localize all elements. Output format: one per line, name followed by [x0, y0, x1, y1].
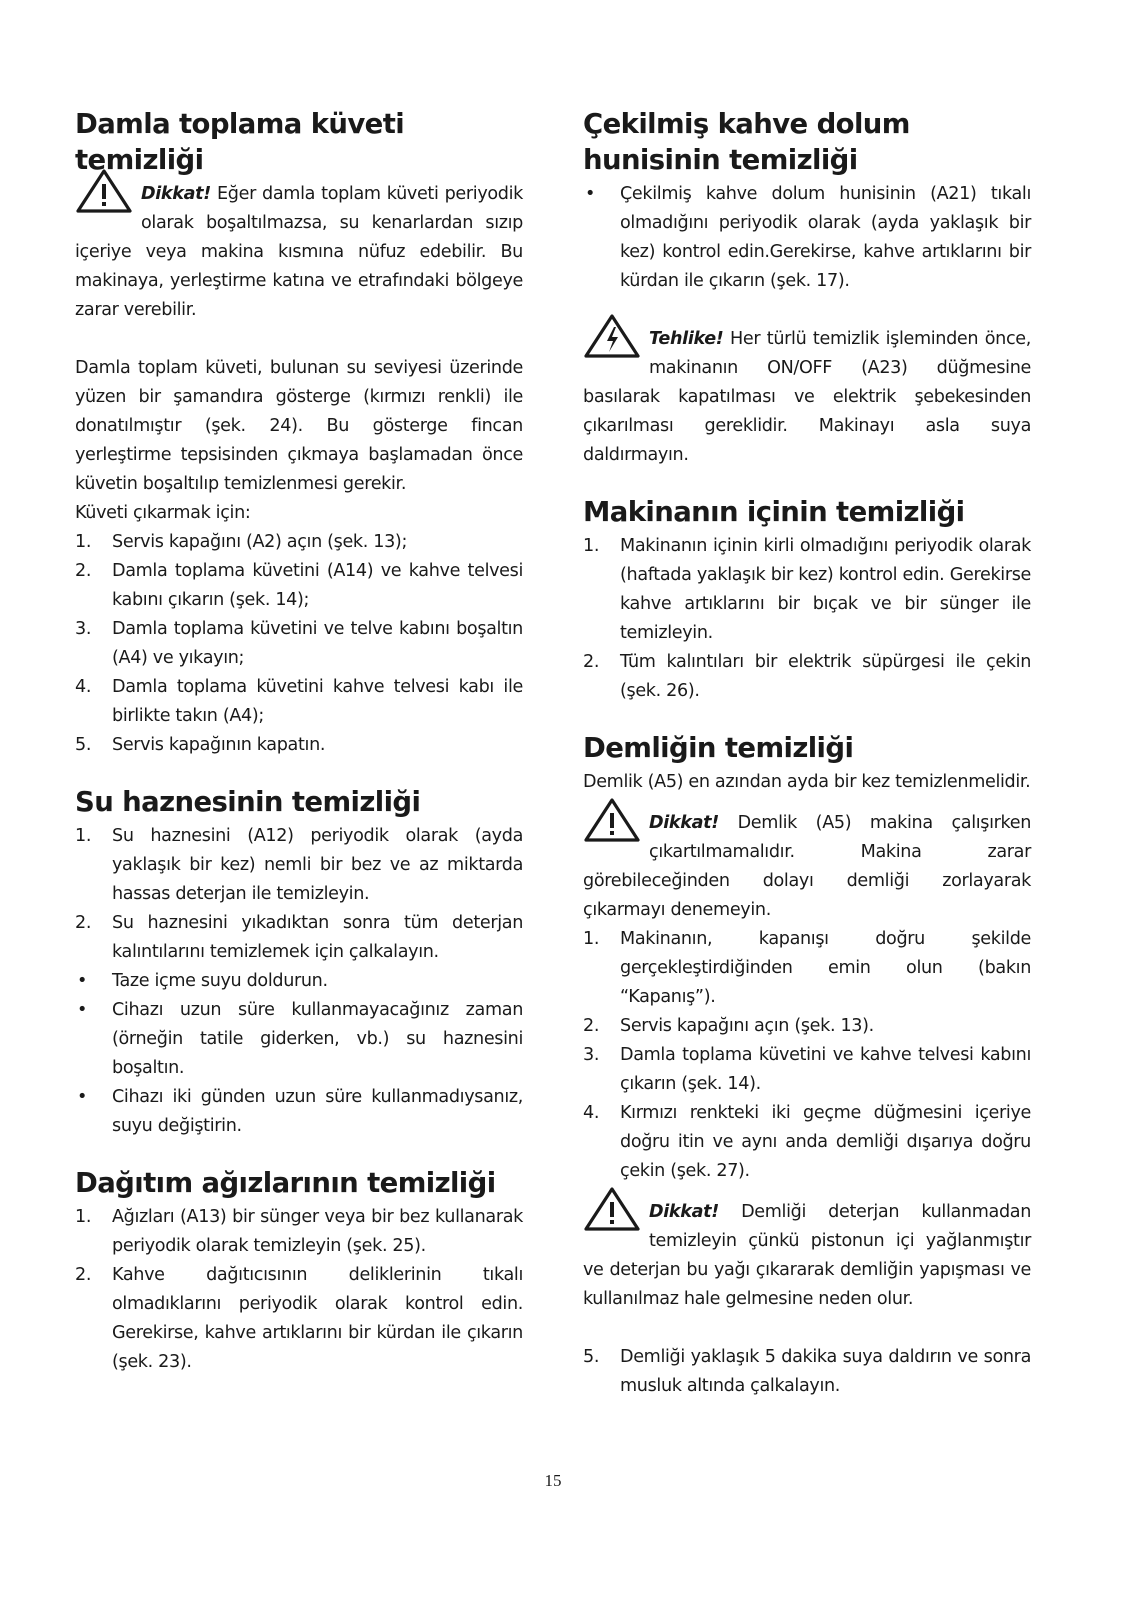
list-item-text: Su haznesini yıkadıktan sonra tüm deterjan kalıntılarını temizlemek için çalkalayın.: [112, 913, 523, 962]
list-item: [583, 180, 1031, 296]
list-item: [583, 1099, 1031, 1186]
list-number: 1.: [75, 1207, 92, 1227]
warning-text: Demlik (A5) makina çalışırken çıkartılmamalıdır. Makina zarar görebileceğinden dolayı demliği zorlayarak çıkarmayı denemeyin.: [583, 813, 1032, 920]
list-item: [75, 1261, 523, 1377]
list-item-text: Kahve dağıtıcısının deliklerinin tıkalı olmadıklarını periyodik olarak kontrol edin. Gerekirse, kahve artıklarını bir kürdan ile çıkarın (şek. 23).: [112, 1265, 523, 1372]
bullet-marker: •: [77, 971, 88, 991]
paragraph-float-indicator: Damla toplam küveti, bulunan su seviyesi üzerinde yüzen bir şamandıra gösterge (kırmızı renkli) ile donatılmıştır (şek. 24). Bu gösterge fincan yerleştirme tepsisinden çıkmaya başlamadan önce küvetin boşaltılıp temizlenmesi gerekir.: [75, 358, 523, 494]
warning-drip-tray: [75, 180, 523, 325]
list-item: [75, 557, 523, 615]
section-title-funnel: [583, 106, 1031, 178]
list-item: [583, 925, 1031, 1012]
danger-label: Tehlike!: [649, 329, 724, 349]
right-column: [583, 106, 1031, 1401]
warning-brew-unit-1: [583, 809, 1031, 925]
list-item: [75, 615, 523, 673]
list-item-text: Servis kapağını (A2) açın (şek. 13);: [112, 532, 408, 552]
list-number: 2.: [75, 561, 92, 581]
section-title-funnel-line2: hunisinin temizliği: [583, 144, 858, 176]
list-item: [583, 1343, 1031, 1401]
list-item: [75, 673, 523, 731]
danger-text: Her türlü temizlik işleminden önce, makinanın ON/OFF (A23) düğmesine basılarak kapatılması ve elektrik şebekesinden çıkarılması gereklidir. Makinayı asla suya daldırmayın.: [583, 329, 1031, 465]
section-title-brew-unit: Demliğin temizliği: [583, 732, 854, 764]
paragraph-remove-intro: Küveti çıkarmak için:: [75, 503, 251, 523]
bullet-marker: •: [77, 1000, 88, 1020]
list-item: [75, 996, 523, 1083]
list-item-text: Makinanın, kapanışı doğru şekilde gerçekleştirdiğinden emin olun (bakın “Kapanış”).: [620, 929, 1031, 1007]
list-item-text: Damla toplama küvetini kahve telvesi kabı ile birlikte takın (A4);: [112, 677, 523, 726]
list-brew-unit-final-step: [583, 1343, 1031, 1401]
list-item-text: Servis kapağının kapatın.: [112, 735, 326, 755]
list-item-text: Damla toplama küvetini (A14) ve kahve telvesi kabını çıkarın (şek. 14);: [112, 561, 523, 610]
list-drip-tray-steps: [75, 528, 523, 760]
section-title-machine-inside: Makinanın içinin temizliği: [583, 496, 965, 528]
list-item: [75, 967, 523, 996]
list-number: 2.: [75, 913, 92, 933]
list-item-text: Çekilmiş kahve dolum hunisinin (A21) tıkalı olmadığını periyodik olarak (ayda yaklaşık bir kez) kontrol edin.Gerekirse, kahve artıklarını bir kürdan ile çıkarın (şek. 17).: [620, 184, 1031, 291]
left-column: [75, 106, 523, 1377]
list-water-tank-steps: [75, 822, 523, 1141]
warning-icon: [583, 797, 641, 843]
list-number: 2.: [75, 1265, 92, 1285]
list-item-text: Taze içme suyu doldurun.: [112, 971, 328, 991]
list-item: [583, 1012, 1031, 1041]
warning-label: Dikkat!: [141, 184, 211, 204]
list-item: [75, 1083, 523, 1141]
list-item-text: Tüm kalıntıları bir elektrik süpürgesi ile çekin (şek. 26).: [620, 652, 1031, 701]
list-item-text: Damla toplama küvetini ve kahve telvesi kabını çıkarın (şek. 14).: [620, 1045, 1031, 1094]
list-brew-unit-steps: [583, 925, 1031, 1186]
page-number: 15: [544, 1471, 562, 1490]
paragraph-brew-intro: Demlik (A5) en azından ayda bir kez temizlenmelidir.: [583, 772, 1031, 792]
list-number: 1.: [583, 536, 600, 556]
section-title-spouts: Dağıtım ağızlarının temizliği: [75, 1167, 496, 1199]
list-item: [75, 731, 523, 760]
list-item-text: Damla toplama küvetini ve telve kabını boşaltın (A4) ve yıkayın;: [112, 619, 523, 668]
list-item-text: Ağızları (A13) bir sünger veya bir bez kullanarak periyodik olarak temizleyin (şek. 25).: [112, 1207, 523, 1256]
list-item: [75, 1203, 523, 1261]
list-item: [583, 648, 1031, 706]
warning-brew-unit-2: [583, 1198, 1031, 1314]
list-item-text: Makinanın içinin kirli olmadığını periyodik olarak (haftada yaklaşık bir kez) kontrol edin. Gerekirse kahve artıklarını bir bıçak ve bir sünger ile temizleyin.: [620, 536, 1031, 643]
section-title-water-tank: Su haznesinin temizliği: [75, 786, 421, 818]
warning-text: Demliği deterjan kullanmadan temizleyin çünkü pistonun içi yağlanmıştır ve deterjan bu yağı çıkararak demliğin yapışması ve kullanılmaz hale gelmesine neden olur.: [583, 1202, 1031, 1309]
list-number: 1.: [75, 532, 92, 552]
warning-icon: [583, 1186, 641, 1232]
list-item-text: Servis kapağını açın (şek. 13).: [620, 1016, 874, 1036]
warning-label: Dikkat!: [649, 1202, 719, 1222]
bullet-marker: •: [77, 1087, 88, 1107]
list-number: 4.: [583, 1103, 600, 1123]
section-title-funnel-line1: Çekilmiş kahve dolum: [583, 108, 910, 140]
list-spouts-steps: [75, 1203, 523, 1377]
warning-label: Dikkat!: [649, 813, 719, 833]
warning-icon: [75, 168, 133, 214]
list-machine-inside-steps: [583, 532, 1031, 706]
list-number: 1.: [75, 826, 92, 846]
list-funnel-steps: [583, 180, 1031, 296]
section-title-drip-tray: Damla toplama küveti temizliği: [75, 108, 405, 176]
list-item: [583, 532, 1031, 648]
list-item-text: Su haznesini (A12) periyodik olarak (ayda yaklaşık bir kez) nemli bir bez ve az miktarda hassas deterjan ile temizleyin.: [112, 826, 523, 904]
list-item: [75, 822, 523, 909]
list-item: [583, 1041, 1031, 1099]
list-item-text: Cihazı iki günden uzun süre kullanmadıysanız, suyu değiştirin.: [112, 1087, 523, 1136]
list-number: 3.: [583, 1045, 600, 1065]
list-item: [75, 909, 523, 967]
danger-funnel: [583, 325, 1031, 470]
list-number: 2.: [583, 652, 600, 672]
list-item-text: Cihazı uzun süre kullanmayacağınız zaman (örneğin tatile giderken, vb.) su haznesini boşaltın.: [112, 1000, 523, 1078]
list-item-text: Kırmızı renkteki iki geçme düğmesini içeriye doğru itin ve aynı anda demliği dışarıya doğru çekin (şek. 27).: [620, 1103, 1031, 1181]
list-number: 5.: [583, 1347, 600, 1367]
list-number: 1.: [583, 929, 600, 949]
warning-text: Eğer damla toplam küveti periyodik olarak boşaltılmazsa, su kenarlardan sızıp içeriye veya makina kısmına nüfuz edebilir. Bu makinaya, yerleştirme katına ve etrafındaki bölgeye zarar verebilir.: [75, 184, 523, 320]
list-number: 2.: [583, 1016, 600, 1036]
list-item: [75, 528, 523, 557]
list-number: 3.: [75, 619, 92, 639]
bullet-marker: •: [585, 184, 596, 204]
list-number: 5.: [75, 735, 92, 755]
list-number: 4.: [75, 677, 92, 697]
electric-danger-icon: [583, 313, 641, 359]
list-item-text: Demliği yaklaşık 5 dakika suya daldırın ve sonra musluk altında çalkalayın.: [620, 1347, 1031, 1396]
